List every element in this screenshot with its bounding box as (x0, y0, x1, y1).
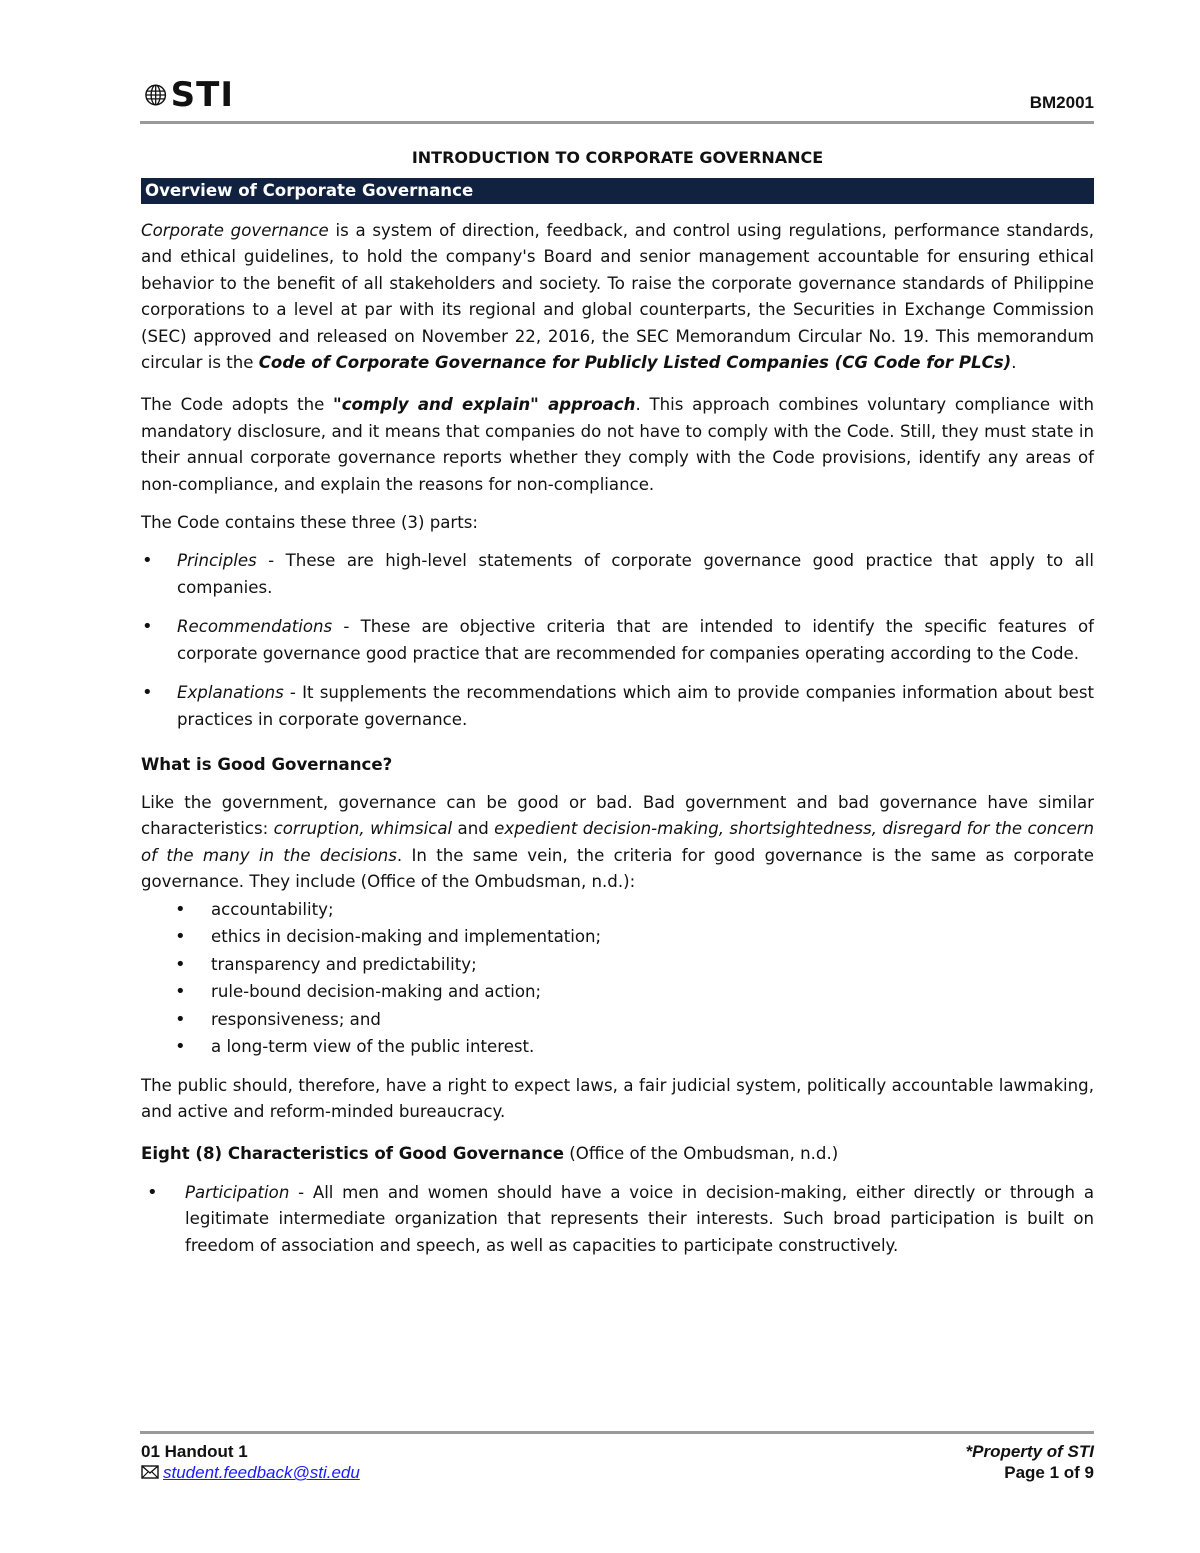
part-text: - It supplements the recommendations which aim to provide companies information about best practices in corporate governance. (177, 683, 1094, 729)
list-item: • a long-term view of the public interest. (141, 1033, 1094, 1061)
logo-wordmark: STI (170, 75, 234, 115)
page-number: Page 1 of 9 (1004, 1463, 1094, 1482)
list-item (141, 548, 1094, 601)
footer-left (141, 1441, 360, 1483)
property-label: *Property of STI (965, 1442, 1094, 1461)
eight-characteristics-heading (141, 1141, 1094, 1167)
good-governance-heading: What is Good Governance? (141, 754, 393, 774)
text-run: Like the government, governance can be good or bad. Bad government and bad governance have similar characteristics: (141, 792, 1094, 839)
list-item: • transparency and predictability; (141, 951, 1094, 979)
text-run-italic: corruption, whimsical (273, 819, 453, 839)
handout-label: 01 Handout 1 (141, 1442, 248, 1461)
intro-term: Corporate governance (141, 221, 329, 240)
list-item: • accountability; (141, 896, 1094, 924)
footer-divider (140, 1431, 1094, 1434)
footer-right (966, 1441, 1094, 1483)
list-item (141, 1180, 1094, 1259)
email-link[interactable]: student.feedback@sti.edu (163, 1463, 360, 1482)
comply-approach: "comply and explain" approach (333, 395, 636, 415)
sti-logo (144, 76, 234, 114)
good-governance-paragraph (141, 790, 1094, 896)
header-divider (140, 121, 1094, 124)
public-paragraph: The public should, therefore, have a right to expect laws, a fair judicial system, politically accountable lawmaking, and active and reform-minded bureaucracy. (141, 1075, 1094, 1121)
text-run-italic: expedient decision-making, shortsightedness, disregard for the concern of the many in the decisions (141, 819, 1094, 865)
part-term: Principles (177, 551, 257, 571)
part-text: - These are high-level statements of corporate governance good practice that apply to all companies. (177, 551, 1094, 597)
footer-email (141, 1462, 360, 1483)
intro-text: is a system of direction, feedback, and control using regulations, performance standards, and ethical guidelines, to hold the company's Board and senior management accountable for ensuring ethical behavior to the benefit of all stakeholders and society. To raise the corporate governance standards of Philippine corporations to a level at par with its regional and global counterparts, the Securities in Exchange Commission (SEC) approved and released on November 22, 2016, the SEC Memorandum Circular No. 19. This memorandum circular is the (141, 221, 1094, 373)
comply-paragraph (141, 392, 1094, 498)
document-title: INTRODUCTION TO CORPORATE GOVERNANCE (411, 148, 824, 167)
characteristic-term: Participation (185, 1182, 290, 1202)
part-text: - These are objective criteria that are intended to identify the specific features of corporate governance good practice that are recommended for companies operating according to the Code. (177, 617, 1094, 663)
intro-paragraph (141, 218, 1094, 376)
document-code: BM2001 (1029, 93, 1094, 112)
text-run: . In the same vein, the criteria for good governance is the same as corporate governance. They include (Office of the Ombudsman, n.d.): (141, 845, 1094, 892)
section-heading-bar: Overview of Corporate Governance (141, 178, 1094, 204)
text-run: and (452, 819, 495, 839)
comply-pre: The Code adopts the (141, 395, 334, 415)
criteria-list (141, 896, 1094, 1061)
heading-citation: (Office of the Ombudsman, n.d.) (564, 1144, 839, 1164)
list-item: • rule-bound decision-making and action; (141, 978, 1094, 1006)
code-parts-list (141, 548, 1094, 732)
part-term: Explanations (177, 683, 284, 703)
characteristic-text: - All men and women should have a voice in decision-making, either directly or through a legitimate intermediate organization that represents their interests. Such broad participation is built on freedom of association and speech, as well as capacities to participate constructively. (185, 1182, 1094, 1255)
envelope-icon (141, 1465, 159, 1479)
comply-post: . This approach combines voluntary compliance with mandatory disclosure, and it means that companies do not have to comply with the Code. Still, they must state in their annual corporate governance reports whether they comply with the Code provisions, identify any areas of non-compliance, and explain the reasons for non-compliance. (141, 395, 1094, 494)
document-body (141, 146, 1094, 1259)
globe-icon (144, 78, 169, 112)
list-item (141, 680, 1094, 733)
list-item: • ethics in decision-making and implementation; (141, 923, 1094, 951)
parts-intro: The Code contains these three (3) parts: (141, 513, 478, 533)
list-item: • responsiveness; and (141, 1006, 1094, 1034)
heading-bold: Eight (8) Characteristics of Good Governance (141, 1144, 565, 1164)
list-item (141, 614, 1094, 667)
part-term: Recommendations (177, 617, 333, 637)
intro-end: . (1011, 353, 1017, 373)
characteristics-list (141, 1180, 1094, 1259)
code-name: Code of Corporate Governance for Publicly Listed Companies (CG Code for PLCs) (258, 353, 1012, 373)
